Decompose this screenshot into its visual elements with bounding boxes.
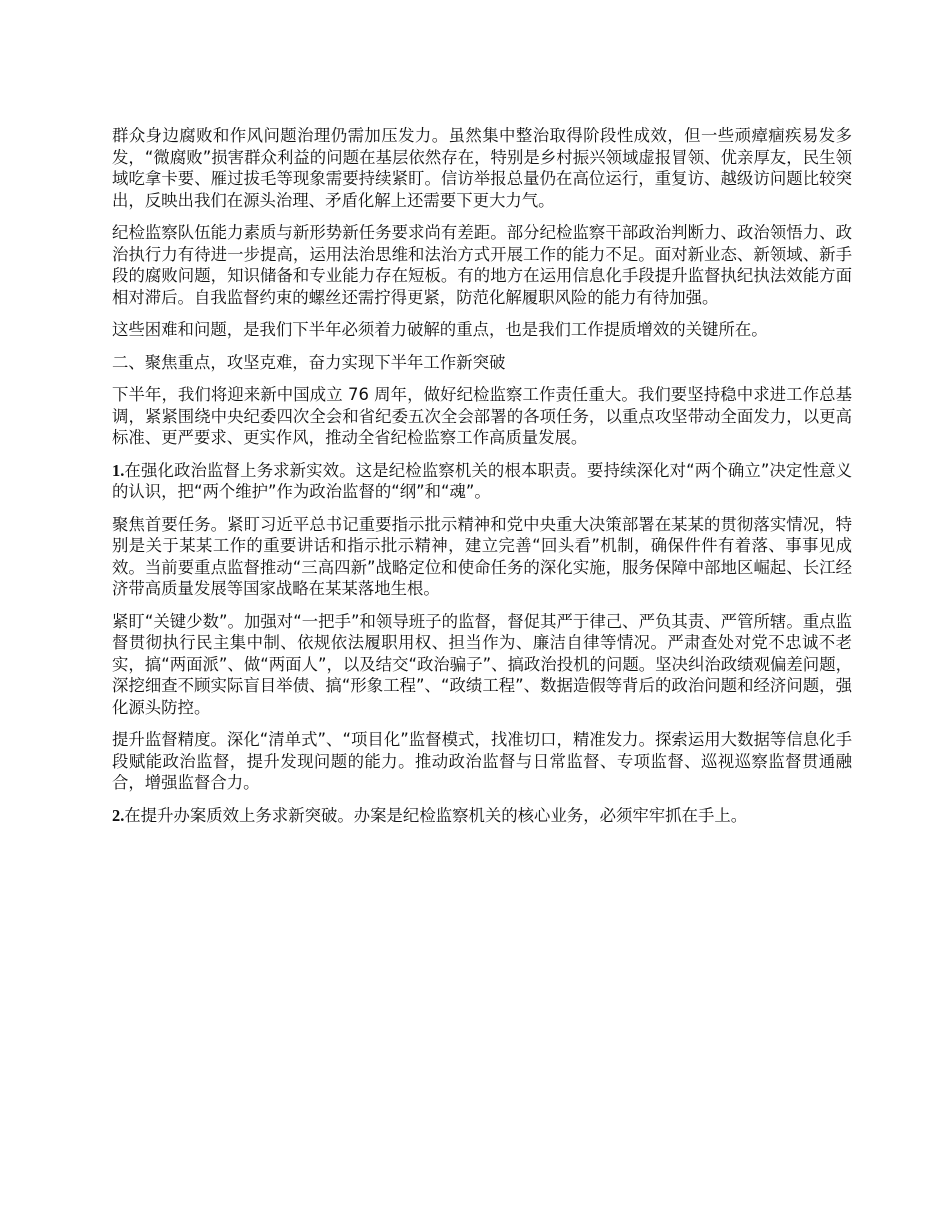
paragraph-text: 聚焦首要任务。紧盯习近平总书记重要指示批示精神和党中央重大决策部署在某某的贯彻落实情况，特别是关于某某工作的重要讲话和指示批示精神，建立完善“回头看”机制，确保件件有着落、事事见成效。当前要重点监督推动“三高四新”战略定位和使命任务的深化实施，服务保障中部地区崛起、长江经济带高质量发展等国家战略在某某落地生根。 bbox=[112, 514, 852, 598]
section-heading bbox=[112, 352, 852, 374]
item-number: 2. bbox=[112, 805, 125, 825]
paragraph bbox=[112, 514, 852, 600]
paragraph-text: 提升监督精度。深化“清单式”、“项目化”监督模式，找准切口，精准发力。探索运用大数据等信息化手段赋能政治监督，提升发现问题的能力。推动政治监督与日常监督、专项监督、巡视巡察监督贯通融合，增强监督合力。 bbox=[112, 730, 852, 792]
paragraph-text: 这些困难和问题，是我们下半年必须着力破解的重点，也是我们工作提质增效的关键所在。 bbox=[112, 320, 768, 339]
numbered-paragraph bbox=[112, 805, 852, 827]
paragraph-text: 纪检监察队伍能力素质与新形势新任务要求尚有差距。部分纪检监察干部政治判断力、政治领悟力、政治执行力有待进一步提高，运用法治思维和法治方式开展工作的能力不足。面对新业态、新领域、新手段的腐败问题，知识储备和专业能力存在短板。有的地方在运用信息化手段提升监督执纪执法效能方面相对滞后。自我监督约束的螺丝还需拧得更紧，防范化解履职风险的能力有待加强。 bbox=[112, 223, 852, 307]
document-body bbox=[112, 125, 852, 837]
item-number: 1. bbox=[112, 460, 125, 480]
paragraph-text: 在强化政治监督上务求新实效。这是纪检监察机关的根本职责。要持续深化对“两个确立”决定性意义的认识，把“两个维护”作为政治监督的“纲”和“魂”。 bbox=[112, 460, 852, 501]
paragraph-text: 群众身边腐败和作风问题治理仍需加压发力。虽然集中整治取得阶段性成效，但一些顽瘴痼疾易发多发，“微腐败”损害群众利益的问题在基层依然存在，特别是乡村振兴领域虚报冒领、优亲厚友，民生领域吃拿卡要、雁过拔毛等现象需要持续紧盯。信访举报总量仍在高位运行，重复访、越级访问题比较突出，反映出我们在源头治理、矛盾化解上还需要下更大力气。 bbox=[112, 126, 852, 210]
paragraph bbox=[112, 222, 852, 308]
paragraph bbox=[112, 319, 852, 341]
paragraph bbox=[112, 611, 852, 719]
paragraph-text: 下半年，我们将迎来新中国成立 76 周年，做好纪检监察工作责任重大。我们要坚持稳中求进工作总基调，紧紧围绕中央纪委四次全会和省纪委五次全会部署的各项任务，以重点攻坚带动全面发力，以更高标准、更严要求、更实作风，推动全省纪检监察工作高质量发展。 bbox=[112, 385, 852, 447]
paragraph-text: 在提升办案质效上务求新突破。办案是纪检监察机关的核心业务，必须牢牢抓在手上。 bbox=[124, 805, 748, 825]
numbered-paragraph bbox=[112, 460, 852, 503]
paragraph bbox=[112, 125, 852, 211]
paragraph-text: 紧盯“关键少数”。加强对“一把手”和领导班子的监督，督促其严于律己、严负其责、严管所辖。重点监督贯彻执行民主集中制、依规依法履职用权、担当作为、廉洁自律等情况。严肃查处对党不忠诚不老实，搞“两面派”、做“两面人”，以及结交“政治骗子”、搞政治投机的问题。坚决纠治政绩观偏差问题，深挖细查不顾实际盲目举债、搞“形象工程”、“政绩工程”、数据造假等背后的政治问题和经济问题，强化源头防控。 bbox=[112, 611, 852, 717]
paragraph-text: 二、聚焦重点，攻坚克难，奋力实现下半年工作新突破 bbox=[112, 352, 506, 372]
paragraph bbox=[112, 729, 852, 794]
paragraph bbox=[112, 384, 852, 449]
